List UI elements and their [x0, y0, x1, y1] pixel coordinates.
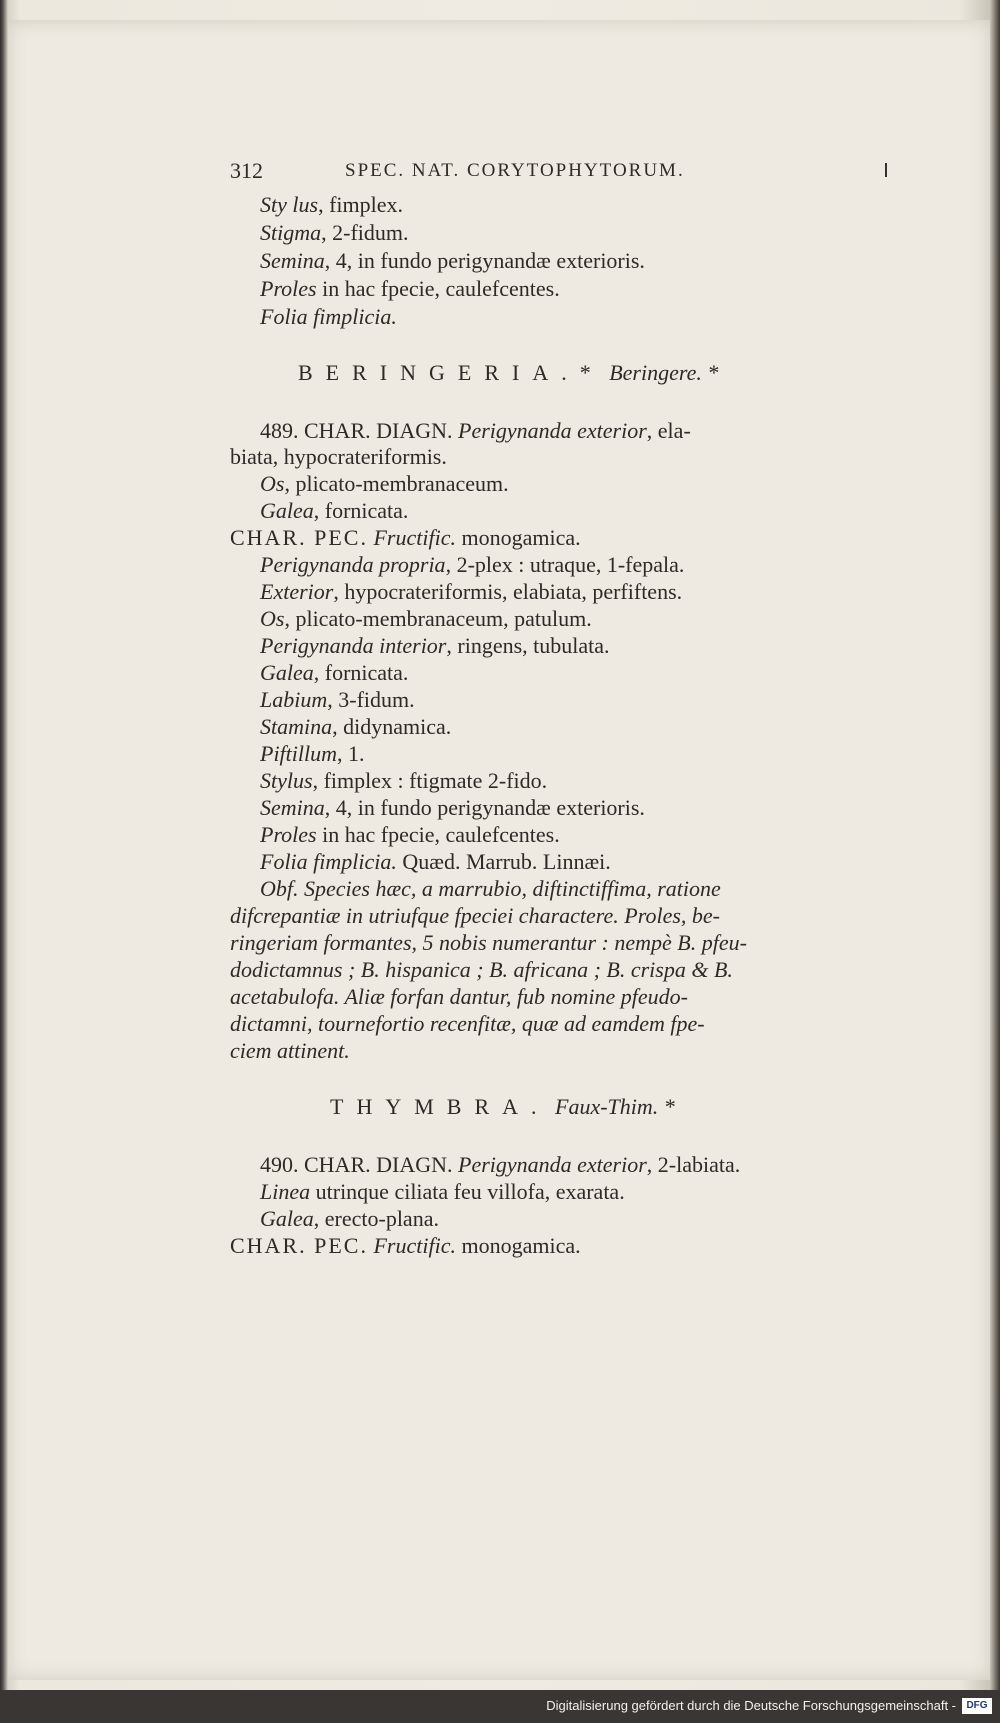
digitization-footer	[0, 1690, 1000, 1723]
text-line: Galea, fornicata.	[260, 498, 409, 523]
text-line: Os, plicato-membranaceum.	[260, 471, 509, 496]
running-title: SPEC. NAT. CORYTOPHYTORUM.	[345, 160, 685, 181]
dfg-logo: DFG	[962, 1698, 992, 1714]
section-heading: THYMBRA. Faux-Thim. *	[330, 1094, 675, 1119]
text-line: Semina, 4, in fundo perigynandæ exterioris.	[260, 248, 645, 273]
text-line: Perigynanda interior, ringens, tubulata.	[260, 633, 610, 658]
text-line: CHAR. PEC. Fructific. monogamica.	[230, 525, 581, 550]
page-number: 312	[230, 158, 263, 183]
footer-credit-text: Digitalisierung gefördert durch die Deutsche Forschungsgemeinschaft -	[546, 1698, 956, 1713]
text-line: Proles in hac fpecie, caulefcentes.	[260, 822, 560, 847]
observation-line: dodictamnus ; B. hispanica ; B. africana ; B. crispa & B.	[230, 957, 733, 982]
page-corner-mark	[885, 163, 893, 177]
text-line: 489. CHAR. DIAGN. Perigynanda exterior, ela-	[260, 418, 691, 443]
text-line: Semina, 4, in fundo perigynandæ exterioris.	[260, 795, 645, 820]
observation-line: ringeriam formantes, 5 nobis numerantur : nempè B. pfeu-	[230, 930, 747, 955]
text-line: Os, plicato-membranaceum, patulum.	[260, 606, 592, 631]
text-line: CHAR. PEC. Fructific. monogamica.	[230, 1233, 581, 1258]
section-heading: BERINGERIA.* Beringere. *	[298, 360, 719, 385]
observation-line: dictamni, tournefortio recenfitæ, quæ ad eamdem fpe-	[230, 1011, 705, 1036]
text-line: Linea utrinque ciliata feu villofa, exarata.	[260, 1179, 625, 1204]
text-line: Stigma, 2-fidum.	[260, 220, 409, 245]
text-line: Proles in hac fpecie, caulefcentes.	[260, 276, 560, 301]
text-line: Stamina, didynamica.	[260, 714, 452, 739]
text-line: Galea, erecto-plana.	[260, 1206, 439, 1231]
book-page	[8, 20, 990, 1680]
text-line: Sty lus, fimplex.	[260, 192, 403, 217]
text-line: Piftillum, 1.	[260, 741, 365, 766]
text-line: Labium, 3-fidum.	[260, 687, 415, 712]
observation-line: ciem attinent.	[230, 1038, 350, 1063]
observation-line: difcrepantiæ in utriufque fpeciei charactere. Proles, be-	[230, 903, 720, 928]
observation-line: acetabulofa. Aliæ forfan dantur, fub nomine pfeudo-	[230, 984, 688, 1009]
text-line: 490. CHAR. DIAGN. Perigynanda exterior, 2-labiata.	[260, 1152, 741, 1177]
text-line: Exterior, hypocrateriformis, elabiata, perfiftens.	[260, 579, 683, 604]
text-line: biata, hypocrateriformis.	[230, 444, 447, 469]
observation-line: Obf. Species hæc, a marrubio, diftinctiffima, ratione	[260, 876, 721, 901]
text-line: Galea, fornicata.	[260, 660, 409, 685]
text-line: Perigynanda propria, 2-plex : utraque, 1-fepala.	[260, 552, 685, 577]
text-line: Folia fimplicia. Quæd. Marrub. Linnæi.	[260, 849, 611, 874]
text-line: Stylus, fimplex : ftigmate 2-fido.	[260, 768, 548, 793]
text-line: Folia fimplicia.	[260, 304, 397, 329]
